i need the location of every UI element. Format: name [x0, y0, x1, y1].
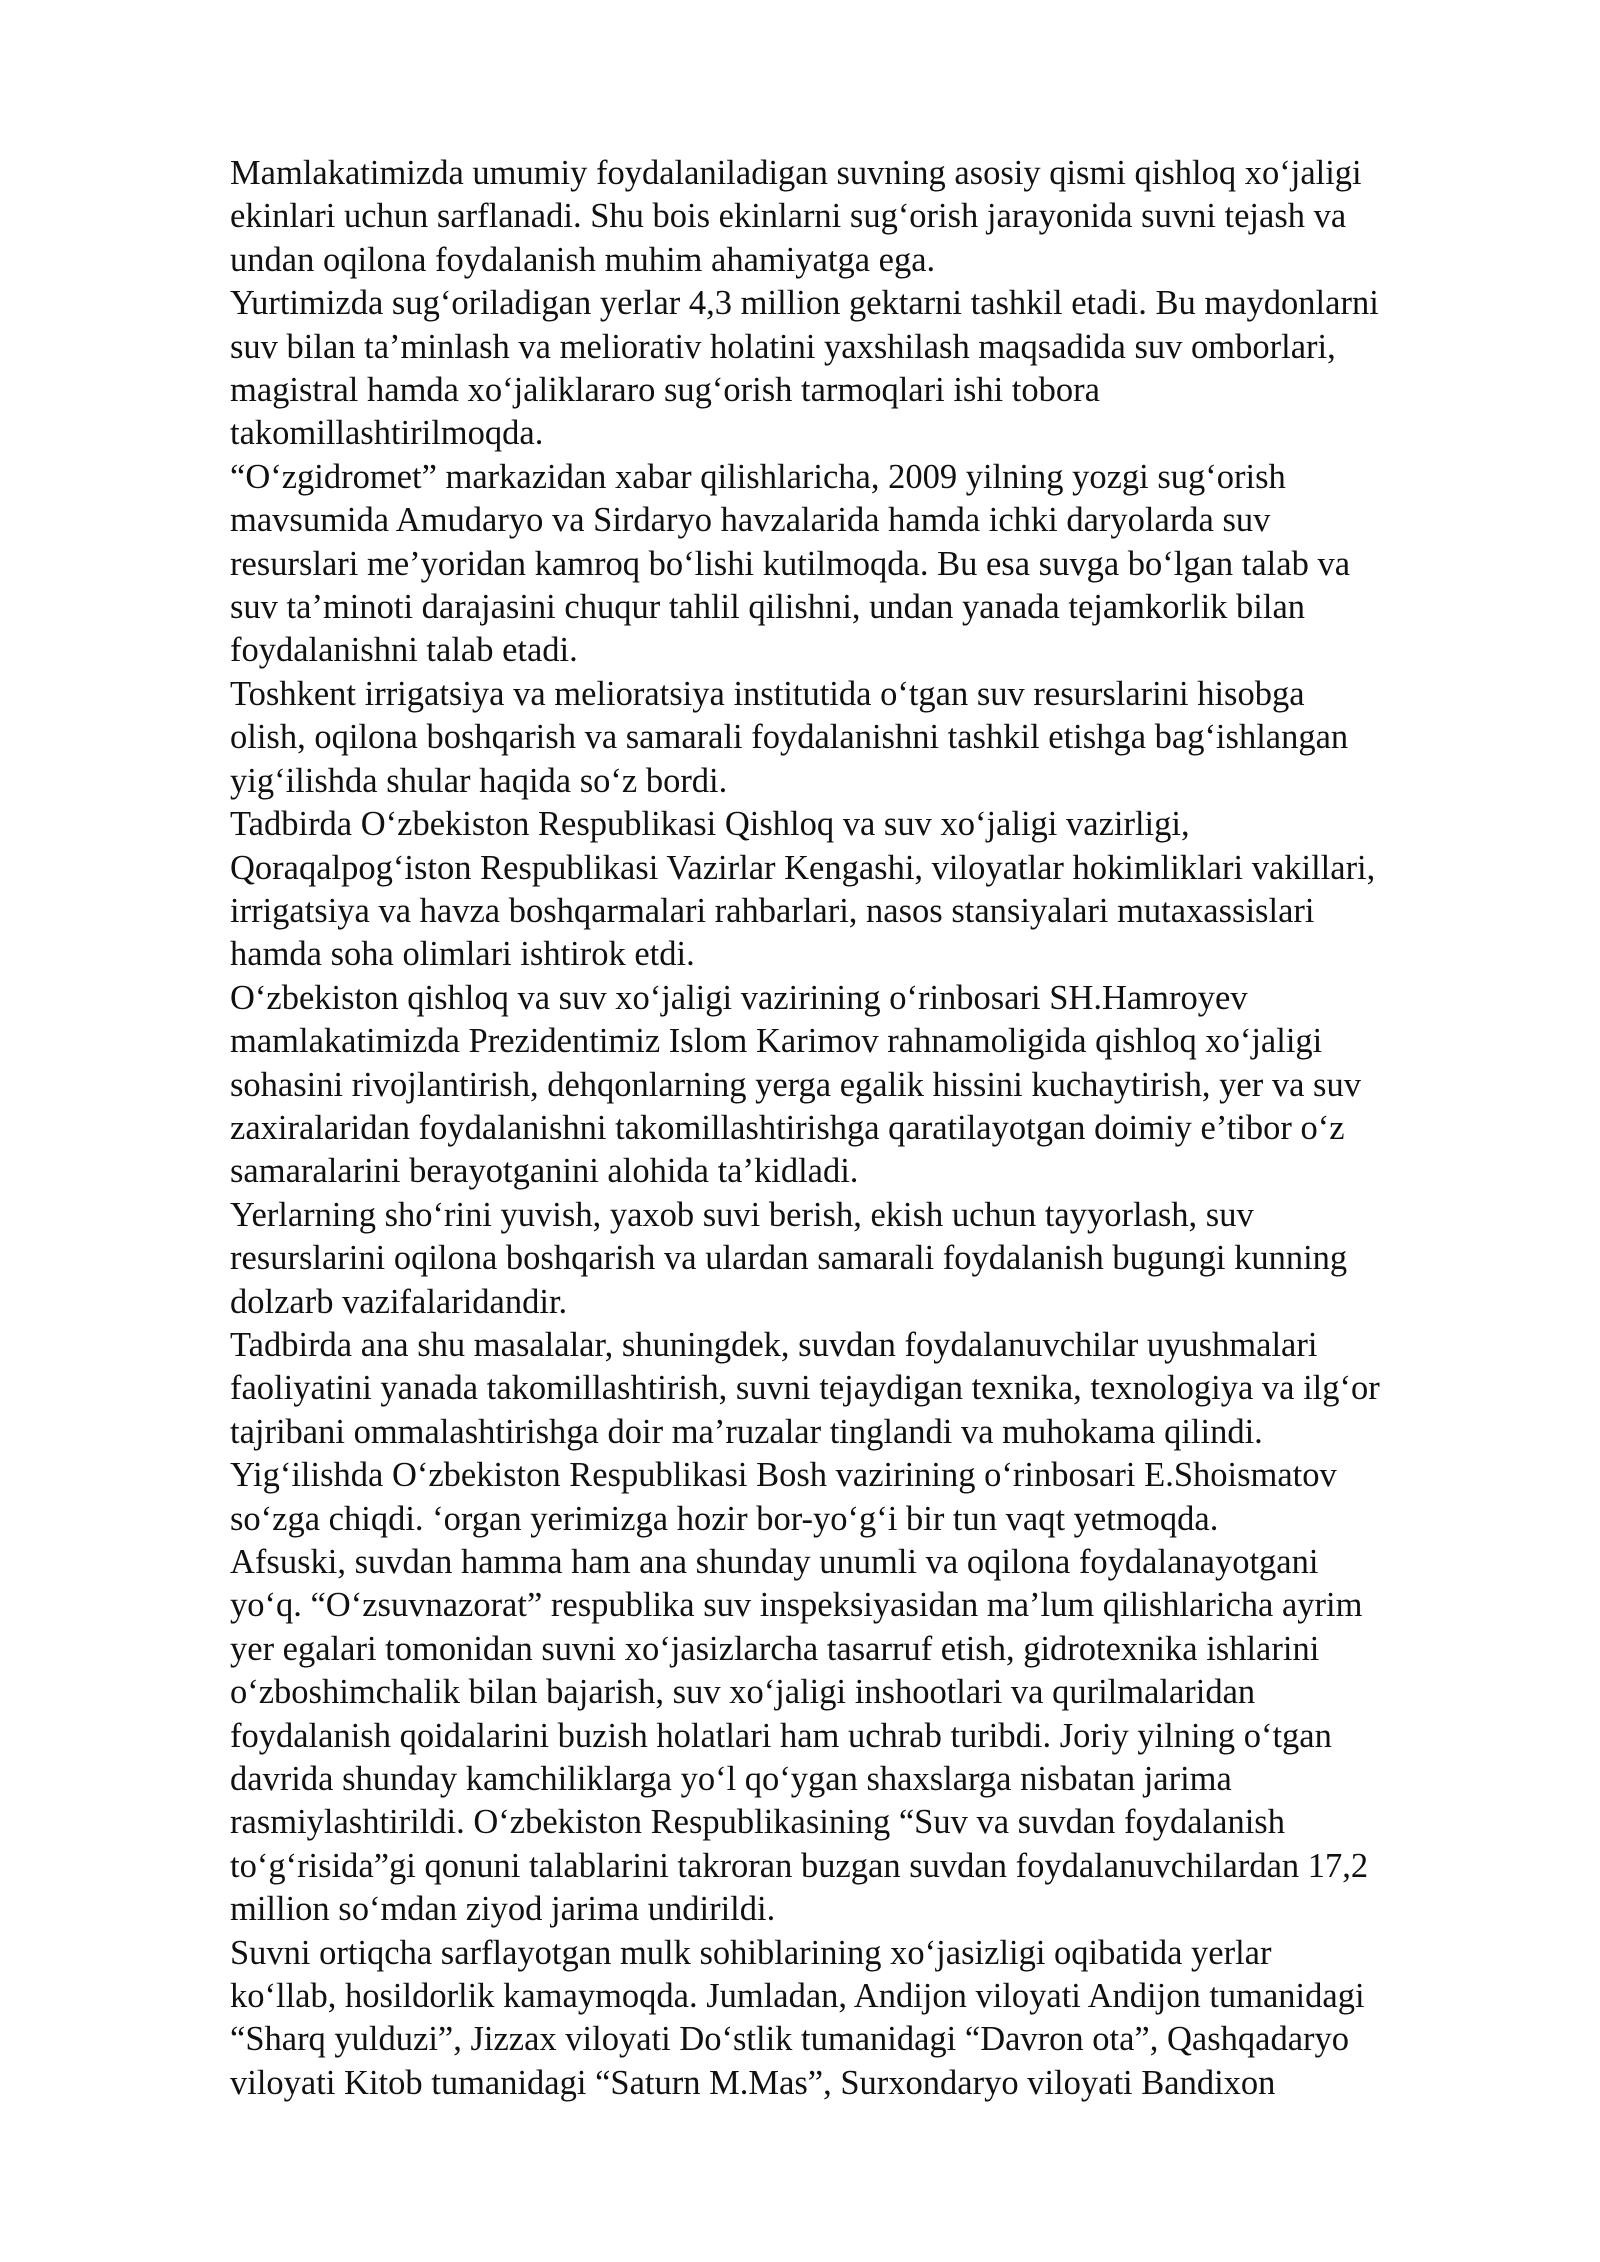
text-line: suv ta’minoti darajasini chuqur tahlil qilishni, undan yanada tejamkorlik bilan — [230, 588, 1306, 627]
text-line: yo‘q. “O‘zsuvnazorat” respublika suv inspeksiyasidan ma’lum qilishlaricha ayrim — [230, 1586, 1363, 1625]
text-line: zaxiralaridan foydalanishni takomillashtirishga qaratilayotgan doimiy e’tibor o‘z — [230, 1108, 1345, 1147]
text-line: Afsuski, suvdan hamma ham ana shunday unumli va oqilona foydalanayotgani — [230, 1543, 1319, 1581]
text-line: faoliyatini yanada takomillashtirish, suvni tejaydigan texnika, texnologiya va ilg‘or — [230, 1369, 1380, 1408]
text-line: mamlakatimizda Prezidentimiz Islom Karimov rahnamoligida qishloq xo‘jaligi — [230, 1022, 1323, 1061]
text-line: Qoraqalpog‘iston Respublikasi Vazirlar Kengashi, viloyatlar hokimliklari vakillari, — [230, 848, 1376, 887]
text-line: resurslari me’yoridan kamroq bo‘lishi kutilmoqda. Bu esa suvga bo‘lgan talab va — [230, 544, 1351, 583]
text-line: olish, oqilona boshqarish va samarali foydalanishni tashkil etishga bag‘ishlangan — [230, 718, 1349, 757]
paragraph — [230, 673, 1520, 803]
text-line: davrida shunday kamchiliklarga yo‘l qo‘ygan shaxslarga nisbatan jarima — [230, 1760, 1232, 1799]
text-line: so‘zga chiqdi. ‘organ yerimizga hozir bor-yo‘g‘i bir tun vaqt yetmoqda. — [230, 1499, 1219, 1538]
text-line: resurslarini oqilona boshqarish va ulardan samarali foydalanish bugungi kunning — [230, 1239, 1348, 1278]
paragraph — [230, 977, 1520, 1194]
paragraph — [230, 1324, 1520, 1454]
text-line: suv bilan ta’minlash va meliorativ holatini yaxshilash maqsadida suv omborlari, — [230, 327, 1336, 366]
text-line: ekinlari uchun sarflanadi. Shu bois ekinlarni sug‘orish jarayonida suvni tejash va — [230, 197, 1347, 236]
paragraph — [230, 152, 1520, 282]
text-line: undan oqilona foydalanish muhim ahamiyatga ega. — [230, 240, 936, 279]
document-page — [230, 152, 1520, 2105]
text-line: yer egalari tomonidan suvni xo‘jasizlarcha tasarruf etish, gidrotexnika ishlarini — [230, 1629, 1320, 1668]
text-line: “O‘zgidromet” markazidan xabar qilishlaricha, 2009 yilning yozgi sug‘orish — [230, 457, 1286, 496]
text-line: Yurtimizda sug‘oriladigan yerlar 4,3 million gektarni tashkil etadi. Bu maydonlarni — [230, 284, 1379, 323]
text-line: Toshkent irrigatsiya va melioratsiya institutida o‘tgan suv resurslarini hisobga — [230, 674, 1305, 713]
text-line: irrigatsiya va havza boshqarmalari rahbarlari, nasos stansiyalari mutaxassislari — [230, 891, 1315, 930]
text-line: yig‘ilishda shular haqida so‘z bordi. — [230, 761, 728, 800]
text-line: Mamlakatimizda umumiy foydalaniladigan suvning asosiy qismi qishloq xo‘jaligi — [230, 154, 1362, 192]
text-line: rasmiylashtirildi. O‘zbekiston Respublikasining “Suv va suvdan foydalanish — [230, 1803, 1285, 1842]
text-line: to‘g‘risida”gi qonuni talablarini takroran buzgan suvdan foydalanuvchilardan 17,2 — [230, 1846, 1369, 1885]
text-line: takomillashtirilmoqda. — [230, 414, 544, 453]
paragraph — [230, 1194, 1520, 1324]
paragraph — [230, 282, 1520, 456]
text-line: O‘zbekiston qishloq va suv xo‘jaligi vazirining o‘rinbosari SH.Hamroyev — [230, 978, 1248, 1017]
text-line: million so‘mdan ziyod jarima undirildi. — [230, 1890, 776, 1929]
text-line: ko‘llab, hosildorlik kamaymoqda. Jumladan, Andijon viloyati Andijon tumanidagi — [230, 1977, 1365, 2016]
paragraph — [230, 1932, 1520, 2106]
text-line: viloyati Kitob tumanidagi “Saturn M.Mas”, Surxondaryo viloyati Bandixon — [230, 2063, 1276, 2102]
paragraph — [230, 803, 1520, 977]
text-line: Suvni ortiqcha sarflayotgan mulk sohiblarining xo‘jasizligi oqibatida yerlar — [230, 1933, 1272, 1972]
text-line: samaralarini berayotganini alohida ta’kidladi. — [230, 1152, 859, 1191]
text-line: hamda soha olimlari ishtirok etdi. — [230, 935, 695, 974]
text-line: o‘zboshimchalik bilan bajarish, suv xo‘jaligi inshootlari va qurilmalaridan — [230, 1673, 1256, 1712]
paragraph — [230, 1454, 1520, 1541]
paragraph — [230, 1541, 1520, 1932]
text-line: “Sharq yulduzi”, Jizzax viloyati Do‘stlik tumanidagi “Davron ota”, Qashqadaryo — [230, 2020, 1350, 2059]
text-line: Tadbirda O‘zbekiston Respublikasi Qishloq va suv xo‘jaligi vazirligi, — [230, 805, 1190, 844]
text-line: Tadbirda ana shu masalalar, shuningdek, suvdan foydalanuvchilar uyushmalari — [230, 1325, 1318, 1364]
text-line: sohasini rivojlantirish, dehqonlarning yerga egalik hissini kuchaytirish, yer va suv — [230, 1065, 1361, 1104]
text-line: foydalanishni talab etadi. — [230, 631, 578, 670]
text-line: magistral hamda xo‘jaliklararo sug‘orish tarmoqlari ishi tobora — [230, 371, 1100, 410]
text-line: Yerlarning sho‘rini yuvish, yaxob suvi berish, ekish uchun tayyorlash, suv — [230, 1195, 1254, 1234]
text-line: foydalanish qoidalarini buzish holatlari ham uchrab turibdi. Joriy yilning o‘tgan — [230, 1716, 1332, 1755]
paragraph — [230, 456, 1520, 673]
text-line: mavsumida Amudaryo va Sirdaryo havzalarida hamda ichki daryolarda suv — [230, 501, 1271, 540]
text-line: tajribani ommalashtirishga doir ma’ruzalar tinglandi va muhokama qilindi. — [230, 1412, 1263, 1451]
text-line: Yig‘ilishda O‘zbekiston Respublikasi Bosh vazirining o‘rinbosari E.Shoismatov — [230, 1456, 1337, 1495]
text-line: dolzarb vazifalaridandir. — [230, 1282, 568, 1321]
